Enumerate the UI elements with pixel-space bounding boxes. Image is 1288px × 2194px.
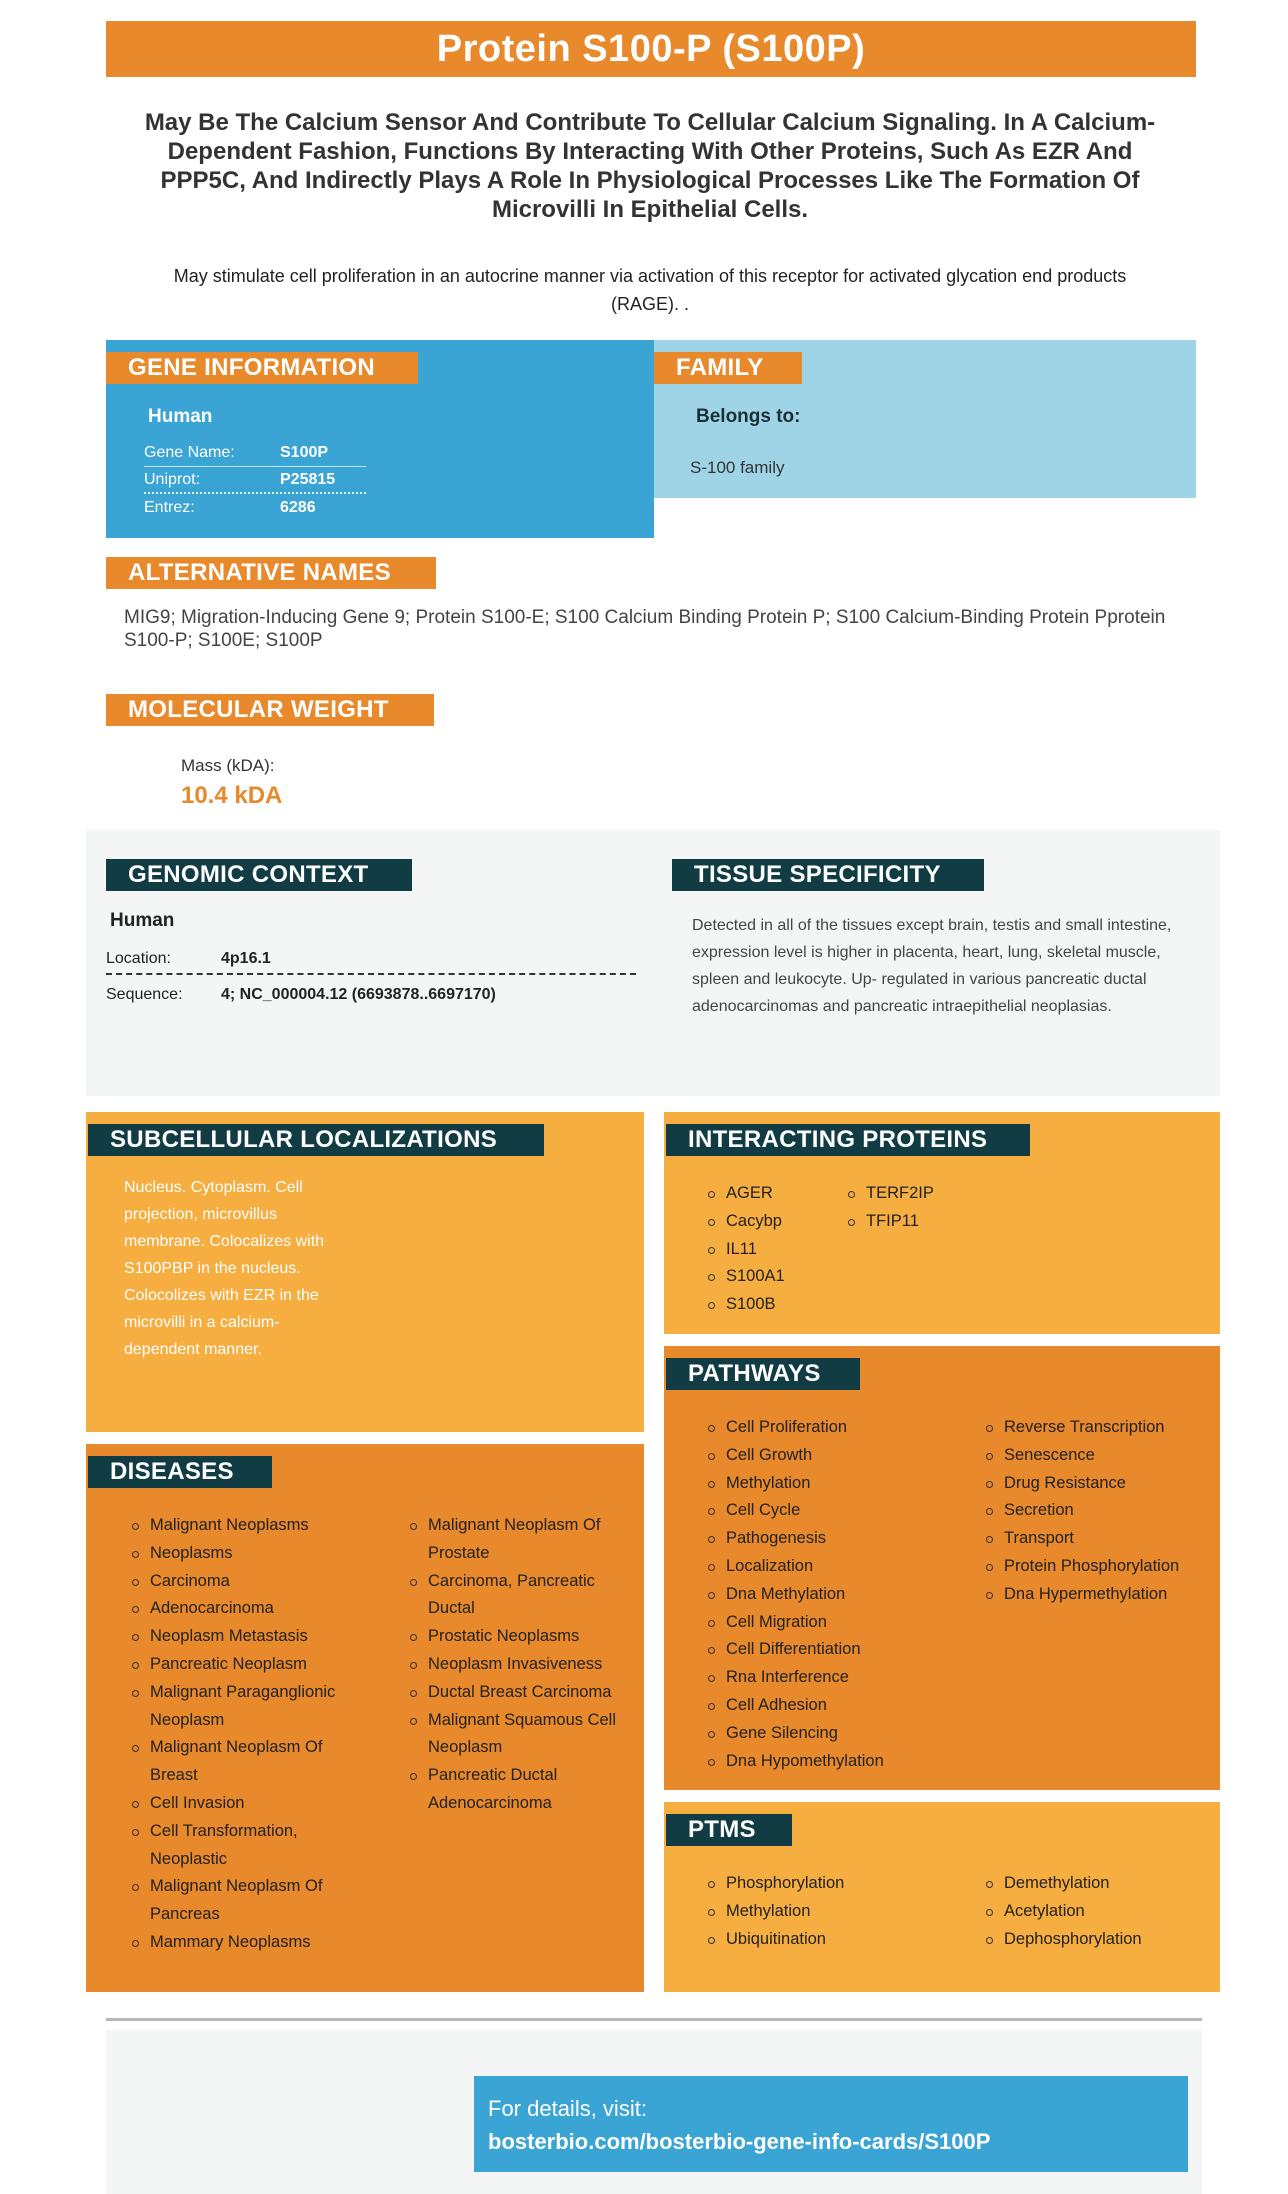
family-heading: FAMILY [654, 352, 802, 384]
list-item: Rna Interference [706, 1664, 884, 1692]
list-item: Dna Hypomethylation [706, 1748, 884, 1776]
molecular-weight-heading: MOLECULAR WEIGHT [106, 694, 434, 726]
gene-name-value: S100P [280, 444, 329, 461]
list-item: Prostatic Neoplasms [408, 1623, 634, 1651]
ptms-heading: PTMS [666, 1814, 792, 1846]
list-item: Cell Cycle [706, 1497, 884, 1525]
list-item: Demethylation [984, 1870, 1142, 1898]
genomic-context-heading: GENOMIC CONTEXT [106, 859, 412, 891]
diseases-list-1 [130, 1512, 346, 1957]
page-title: Protein S100-P (S100P) [436, 27, 866, 70]
entrez-row [144, 494, 366, 521]
visit-label: For details, visit: [488, 2096, 647, 2121]
list-item: Carcinoma [130, 1568, 346, 1596]
list-item: Cell Growth [706, 1442, 884, 1470]
list-item: Localization [706, 1553, 884, 1581]
list-item: Acetylation [984, 1898, 1142, 1926]
list-item: Ductal Breast Carcinoma [408, 1679, 634, 1707]
pathways-heading: PATHWAYS [666, 1358, 860, 1390]
interacting-proteins-list-1 [706, 1180, 785, 1319]
visit-box[interactable] [474, 2076, 1188, 2172]
ptms-list-1 [706, 1870, 844, 1953]
list-item: Carcinoma, Pancreatic Ductal [408, 1568, 634, 1624]
list-item: Ubiquitination [706, 1926, 844, 1954]
interacting-proteins-heading: INTERACTING PROTEINS [666, 1124, 1030, 1156]
list-item: Secretion [984, 1497, 1179, 1525]
gene-name-row [144, 440, 366, 467]
title-bar [106, 21, 1196, 77]
list-item: Pancreatic Neoplasm [130, 1651, 346, 1679]
list-item: Protein Phosphorylation [984, 1553, 1179, 1581]
list-item: Methylation [706, 1470, 884, 1498]
list-item: Malignant Neoplasm Of Prostate [408, 1512, 634, 1568]
list-item: Malignant Squamous Cell Neoplasm [408, 1707, 634, 1763]
list-item: Malignant Paraganglionic Neoplasm [130, 1679, 346, 1735]
list-item: Senescence [984, 1442, 1179, 1470]
list-item: TERF2IP [846, 1180, 934, 1208]
family-belongs-label: Belongs to: [696, 406, 801, 427]
sequence-label: Sequence: [106, 986, 183, 1003]
function-description: May stimulate cell proliferation in an autocrine manner via activation of this receptor for activated glycation end products (RAGE). . [173, 266, 1127, 314]
list-item: Neoplasms [130, 1540, 346, 1568]
list-item: Dna Methylation [706, 1581, 884, 1609]
list-item: Gene Silencing [706, 1720, 884, 1748]
list-item: Cell Migration [706, 1609, 884, 1637]
visit-link[interactable]: bosterbio.com/bosterbio-gene-info-cards/S100P [488, 2129, 991, 2154]
tissue-specificity-heading: TISSUE SPECIFICITY [672, 859, 984, 891]
list-item: AGER [706, 1180, 785, 1208]
entrez-value: 6286 [280, 498, 316, 516]
uniprot-label: Uniprot: [144, 470, 201, 488]
uniprot-row [144, 467, 366, 494]
subcellular-text: Nucleus. Cytoplasm. Cell projection, microvillus membrane. Colocalizes with S100PBP in the nucleus. Colocolizes with EZR in the microvilli in a calcium-dependent manner. [124, 1179, 325, 1358]
location-row [106, 945, 636, 975]
list-item: Malignant Neoplasms [130, 1512, 346, 1540]
location-label: Location: [106, 950, 171, 967]
gene-species: Human [148, 406, 213, 427]
sequence-value: 4; NC_000004.12 (6693878..6697170) [221, 986, 496, 1003]
list-item: S100A1 [706, 1263, 785, 1291]
uniprot-value: P25815 [280, 470, 336, 488]
list-item: Cell Transformation, Neoplastic [130, 1818, 346, 1874]
function-summary: May Be The Calcium Sensor And Contribute To Cellular Calcium Signaling. In A Calcium-Dependent Fashion, Functions By Interacting With Other Proteins, Such As EZR And PPP5C, And Indirectly Plays A Role In Physiological Processes Like The Formation Of Microvilli In Epithelial Cells. [144, 109, 1156, 223]
list-item: TFIP11 [846, 1208, 934, 1236]
list-item: Cell Invasion [130, 1790, 346, 1818]
list-item: Neoplasm Metastasis [130, 1623, 346, 1651]
gene-information-heading: GENE INFORMATION [106, 352, 418, 384]
list-item: Dna Hypermethylation [984, 1581, 1179, 1609]
list-item: Drug Resistance [984, 1470, 1179, 1498]
gene-name-label: Gene Name: [144, 444, 235, 461]
alternative-names-heading: ALTERNATIVE NAMES [106, 557, 436, 589]
entrez-label: Entrez: [144, 498, 195, 516]
list-item: Cell Differentiation [706, 1636, 884, 1664]
gene-info-table [144, 440, 366, 521]
family-value: S-100 family [690, 458, 785, 477]
list-item: Cell Adhesion [706, 1692, 884, 1720]
list-item: Cell Proliferation [706, 1414, 884, 1442]
pathways-list-2 [984, 1414, 1179, 1609]
list-item: Methylation [706, 1898, 844, 1926]
list-item: Dephosphorylation [984, 1926, 1142, 1954]
diseases-list-2 [408, 1512, 634, 1818]
list-item: Adenocarcinoma [130, 1595, 346, 1623]
interacting-proteins-list-2 [846, 1180, 934, 1236]
pathways-list-1 [706, 1414, 884, 1775]
list-item: Reverse Transcription [984, 1414, 1179, 1442]
alternative-names-text: MIG9; Migration-Inducing Gene 9; Protein S100-E; S100 Calcium Binding Protein P; S100 Calcium-Binding Protein Pprotein S100-P; S100E; S100P [124, 607, 1166, 651]
diseases-heading: DISEASES [88, 1456, 272, 1488]
mass-label: Mass (kDA): [181, 756, 275, 775]
list-item: Pathogenesis [706, 1525, 884, 1553]
list-item: Malignant Neoplasm Of Breast [130, 1734, 346, 1790]
list-item: IL11 [706, 1236, 785, 1264]
genomic-species: Human [110, 910, 175, 931]
list-item: Transport [984, 1525, 1179, 1553]
list-item: Mammary Neoplasms [130, 1929, 346, 1957]
subcellular-heading: SUBCELLULAR LOCALIZATIONS [88, 1124, 544, 1156]
ptms-list-2 [984, 1870, 1142, 1953]
footer-divider [106, 2018, 1202, 2021]
tissue-specificity-text: Detected in all of the tissues except brain, testis and small intestine, expression level is higher in placenta, heart, lung, skeletal muscle, spleen and leukocyte. Up- regulated in various pancreatic ductal adenocarcinomas and pancreatic intraepithelial neoplasias. [692, 917, 1172, 1015]
list-item: Pancreatic Ductal Adenocarcinoma [408, 1762, 634, 1818]
location-value: 4p16.1 [221, 950, 271, 967]
mass-value: 10.4 kDA [181, 782, 283, 809]
list-item: Phosphorylation [706, 1870, 844, 1898]
list-item: Neoplasm Invasiveness [408, 1651, 634, 1679]
list-item: Cacybp [706, 1208, 785, 1236]
sequence-row [106, 980, 636, 1010]
list-item: S100B [706, 1291, 785, 1319]
list-item: Malignant Neoplasm Of Pancreas [130, 1873, 346, 1929]
